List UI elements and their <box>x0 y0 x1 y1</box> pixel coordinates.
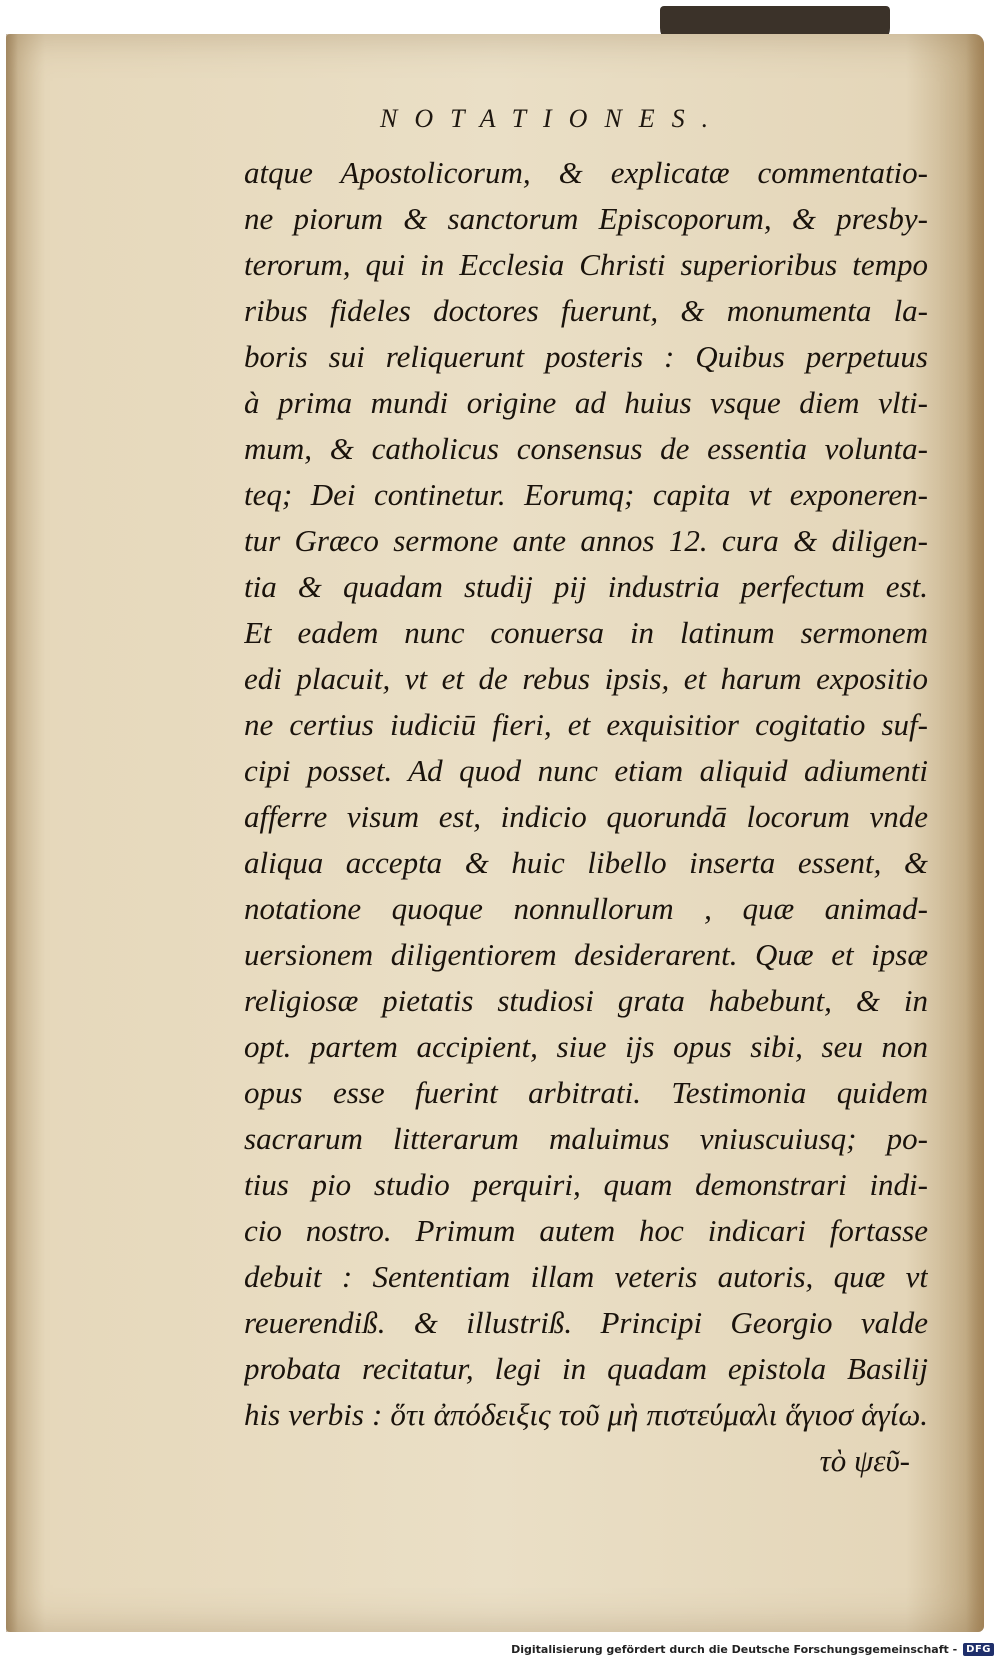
text-line: atque Apostolicorum, & explicatæ commentatio- <box>244 155 928 190</box>
text-line: reuerendiß. & illustriß. Principi Georgio valde <box>244 1305 928 1340</box>
text-line: opus esse fuerint arbitrati. Testimonia quidem <box>244 1075 928 1110</box>
text-line: tius pio studio perquiri, quam demonstrari indi- <box>244 1167 928 1202</box>
text-line: opt. partem accipient, siue ijs opus sibi, seu non <box>244 1029 928 1064</box>
text-line: notatione quoque nonnullorum , quæ animad- <box>244 891 928 926</box>
text-line: Et eadem nunc conuersa in latinum sermonem <box>244 615 928 650</box>
text-line: uersionem diligentiorem desiderarent. Quæ et ipsæ <box>244 937 928 972</box>
body-text <box>244 150 928 1484</box>
text-line: his verbis : ὅτι ἀπόδειξις τοῦ μὴ πιστεύμαλι ἅγιοσ ἁγίω. <box>244 1397 928 1432</box>
text-line: ribus fideles doctores fuerunt, & monumenta la- <box>244 293 928 328</box>
text-line: teq; Dei continetur. Eorumq; capita vt exponeren- <box>244 477 928 512</box>
text-line: terorum, qui in Ecclesia Christi superioribus tempo <box>244 247 928 282</box>
text-line: à prima mundi origine ad huius vsque diem vlti- <box>244 385 928 420</box>
text-line: tur Græco sermone ante annos 12. cura & diligen- <box>244 523 928 558</box>
text-line: aliqua accepta & huic libello inserta essent, & <box>244 845 928 880</box>
text-line: ne piorum & sanctorum Episcoporum, & presby- <box>244 201 928 236</box>
text-line: cio nostro. Primum autem hoc indicari fortasse <box>244 1213 928 1248</box>
dfg-logo: DFG <box>963 1643 994 1656</box>
running-head: NOTATIONES. <box>380 104 726 133</box>
digitization-footer <box>511 1638 994 1660</box>
text-line: sacrarum litterarum maluimus vniuscuiusq; po- <box>244 1121 928 1156</box>
text-line: boris sui reliquerunt posteris : Quibus perpetuus <box>244 339 928 374</box>
page-edge-shadow <box>966 34 984 1632</box>
text-line: religiosæ pietatis studiosi grata habebunt, & in <box>244 983 928 1018</box>
text-line: cipi posset. Ad quod nunc etiam aliquid adiumenti <box>244 753 928 788</box>
text-line: tia & quadam studij pij industria perfectum est. <box>244 569 928 604</box>
text-line: mum, & catholicus consensus de essentia volunta- <box>244 431 928 466</box>
footer-credit-text: Digitalisierung gefördert durch die Deutsche Forschungsgemeinschaft - <box>511 1642 958 1656</box>
text-line: probata recitatur, legi in quadam epistola Basilij <box>244 1351 928 1386</box>
text-line-greek-continuation: τὸ ψεῦ- <box>819 1443 910 1478</box>
text-line: edi placuit, vt et de rebus ipsis, et harum expositio <box>244 661 928 696</box>
text-line: debuit : Sententiam illam veteris autoris, quæ vt <box>244 1259 928 1294</box>
text-line: ne certius iudiciū fieri, et exquisitior cogitatio suf- <box>244 707 928 742</box>
text-line: afferre visum est, indicio quorundā locorum vnde <box>244 799 928 834</box>
page-gutter-shadow <box>6 34 18 1632</box>
